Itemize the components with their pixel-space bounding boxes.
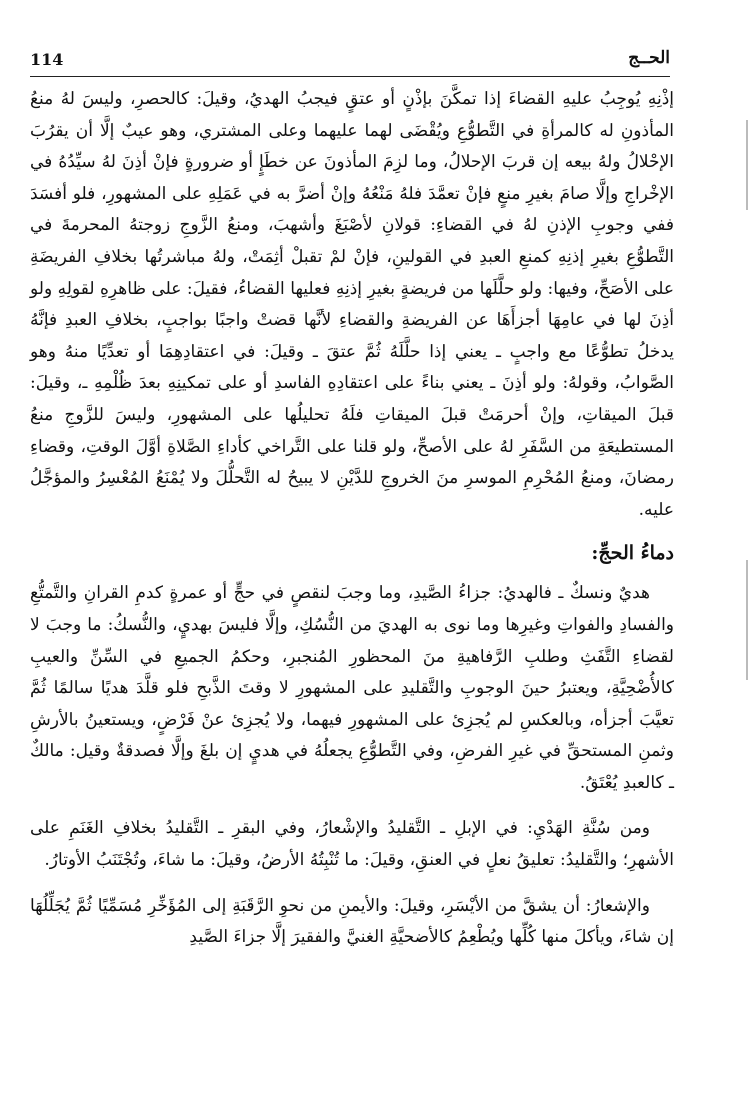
intro-paragraph: إذْنِهِ يُوجِبُ عليهِ القضاءَ إذا تمكَّنَ بإذْنٍ أو عتقٍ فيجبُ الهديُ، وقيلَ: كالحصرِ، وليسَ لهُ منعُ المأذونِ له كالمرأةِ في التَّطوُّعِ ويُقْضَى لهما عليهما وعلى المشتري، وهو عيبٌ إلَّا أن يقرُبَ الإحْلالُ ولهُ بيعه إن قربَ الإحلالُ، وما لزِمَ المأذونَ عن خطَإٍ أو ضرورةٍ فإنْ أذِنَ لهُ سيِّدُهُ في الإخْراجِ وإلَّا صامَ بغيرِ منعٍ فإنْ تعمَّدَ فلهُ مَنْعُهُ وإنْ أضرَّ به في عَمَلِهِ على المشهورِ، فلو أفسَدَ ففي وجوبِ الإذنِ لهُ في القضاءِ: قولانِ لأصْبَغَ وأشهبَ، ومنعُ الزَّوجِ زوجتهُ المحرمةَ في التَّطوُّعِ بغيرِ إذنِهِ كمنعِ العبدِ في القولينِ، فإنْ لمْ تقبلْ أثِمَتْ، ولهُ مباشرتُها بخلافِ الفريضَةِ على الأصَحِّ، وفيها: ولو حلَّلَها من فريضةٍ بغيرِ إذنِهِ فعليها القضاءُ، فقيلَ: على ظاهرِهِ لقولِهِ ولو أذِنَ لها في عامِهَا أجزأَهَا عن الفريضةِ والقضاءِ لأنَّها قضتْ واجبًا بواجبٍ، بخلافِ العبدِ فإنَّهُ يدخلُ تطوُّعًا مع واجبٍ ـ يعني إذا حلَّلَهُ ثُمَّ عتقَ ـ وقيلَ: في اعتقادِهِمَا أو تعدِّيًا منهُ وهو الصَّوابُ، وقولهُ: ولو أذِنَ ـ يعني بناءً على اعتقادِهِ الفاسدِ أو على تمكينِهِ بعدَ ظُلْمِهِ ـ، وقيلَ: قبلَ الميقاتِ، وإنْ أحرمَتْ قبلَ الميقاتِ فلَهُ تحليلُها على المشهورِ، وليسَ للزَّوجِ منعُ المستطيعَةِ من السَّفَرِ لهُ على الأصحِّ، ولو قلنا على التَّراخي كأداءِ الصَّلاةِ أوَّلَ الوقتِ، وقضاءِ رمضانَ، ومنعُ المُحْرِمِ الموسرِ منَ الخروجِ للدَّيْنِ لا يبيحُ له التَّحلُّلَ ولا يُمْنَعُ المُعْسِرُ والمؤجَّلُ عليه. <box>30 89 674 520</box>
paragraph-ishaar: والإشعارُ: أن يشقَّ من الأيْسَرِ، وقيلَ: والأيمنِ من نحوِ الرَّقَبَةِ إلى المُؤَخِّرِ مُسَمِّيًا ثُمَّ يُجَلِّلُهَا إن شاءَ، ويأكلَ منها كُلِّها ويُطْعِمُ كالأضحيَّةِ الغنيَّ والفقيرَ إلَّا جزاءَ الصَّيدِ <box>30 895 674 948</box>
paragraph-taqlid: ومن سُنَّةِ الهَدْيِ: في الإبلِ ـ التَّقليدُ والإشْعارُ، وفي البقرِ ـ التَّقليدُ بخلافِ الغَنَمِ على الأشهرِ؛ والتَّقليدُ: تعليقُ نعلٍ في العنقِ، وقيلَ: ما تُنْبِتُهُ الأرضُ، وقيلَ: ما شاءَ، وتُجْتَنَبُ الأوتارُ. <box>30 818 674 871</box>
scan-edge-mark <box>746 560 748 680</box>
page-number: 114 <box>30 50 64 69</box>
scan-edge-mark <box>746 120 748 210</box>
section-heading: دماءُ الحجِّ: <box>591 542 674 565</box>
page-body <box>30 84 674 954</box>
page-header <box>30 48 670 77</box>
running-title: الحــج <box>628 48 670 68</box>
paragraph-hady-nusuk: هديٌ ونسكٌ ـ فالهديُ: جزاءُ الصَّيدِ، وما وجبَ لنقصٍ في حجٍّ أو عمرةٍ كدمِ القرانِ والتَّمتُّعِ والفسادِ والفواتِ وغيرِها وما نوى به الهديَ من النُّسُكِ، وإلَّا فليسَ بهديٍ، والنُّسكُ: ما وجبَ لا لقضاءِ التَّفَثِ وطلبِ الرَّفاهيةِ منَ المحظورِ المُنجبرِ، وحكمُ الجميعِ في السِّنِّ والعيبِ كالأُضْحِيَّةِ، ويعتبرُ حينَ الوجوبِ والتَّقليدِ على المشهورِ لا وقتَ الذَّبحِ فلو قلَّدَ هديًا سالمًا ثُمَّ تعيَّبَ أجزأه، وبالعكسِ لم يُجزِئ على المشهورِ فيهما، ولا يُجزِئ عنْ فَرْضٍ، ويستعينُ بالأرشِ وثمنِ المستحقِّ في غيرِ الفرضِ، وفي التَّطوُّعِ يجعلُهُ في هديٍ إن بلغَ وإلَّا فصدقةٌ وقيل: مالكٌ ـ كالعبدِ يُعْتَقُ. <box>30 583 674 793</box>
paragraph-gap <box>30 877 674 891</box>
paragraph-gap <box>30 799 674 813</box>
